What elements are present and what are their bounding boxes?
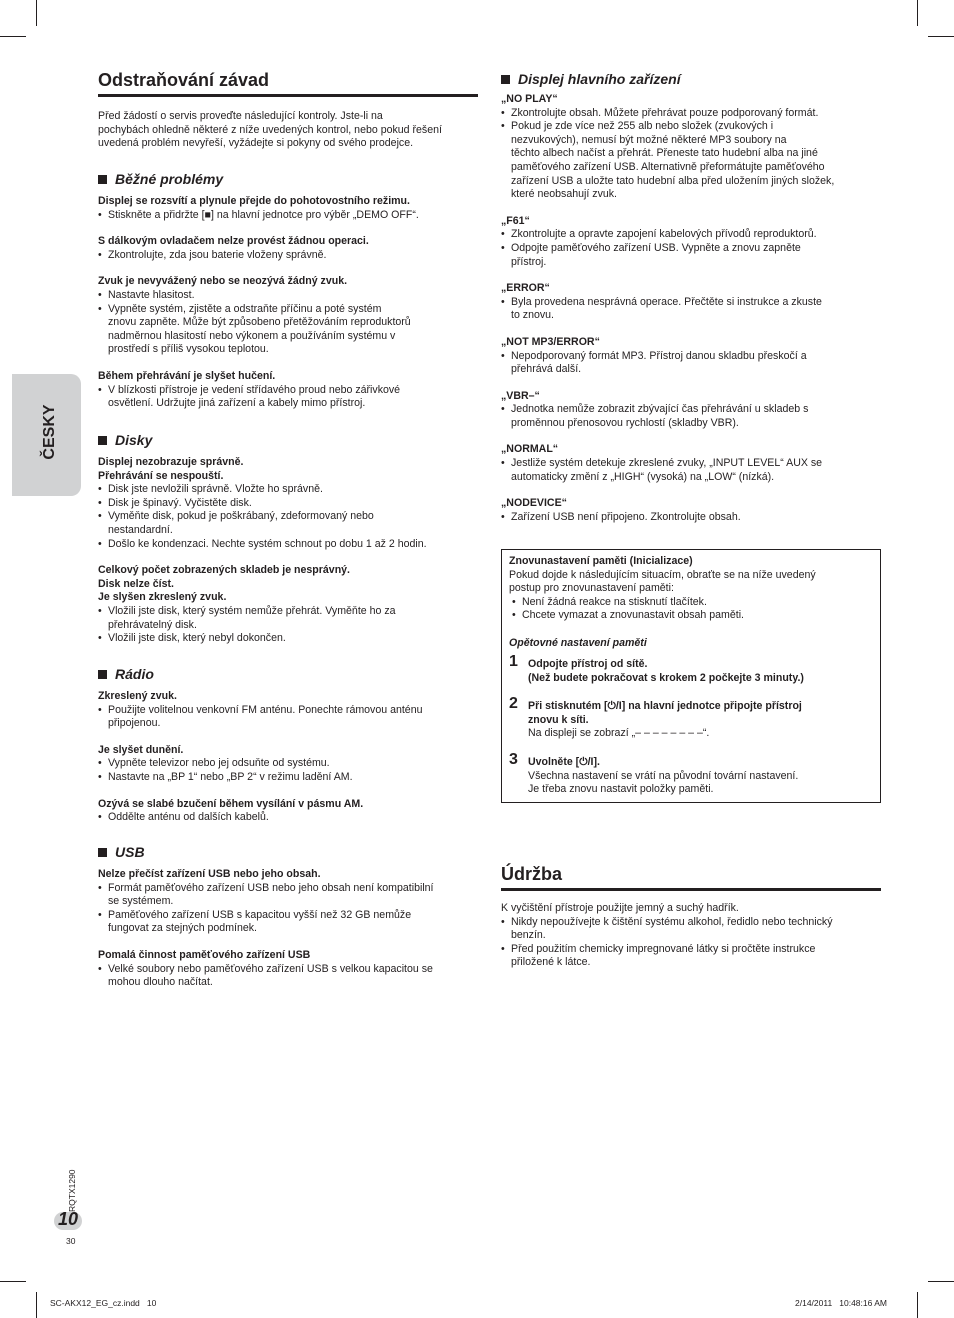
problem-item [98,235,478,262]
solution-bullet [98,289,478,303]
reset-intro-line: Pokud dojde k následujícím situacím, obraťte se na níže uvedený [509,568,816,581]
solution-bullet [98,384,478,411]
document-code: RQTX1290 [67,1169,77,1212]
display-solution-line: automaticky změní z „HIGH“ (vysoká) na „LOW“ (nízká). [511,470,775,483]
solution-line: • V blízkosti přístroje je vedení střídavého proud nebo zářivkové [108,383,401,396]
problem-item [98,370,478,411]
step-instruction: Odpojte přístroj od sítě. [528,658,648,670]
solution-line: • Velké soubory nebo paměťového zařízení USB s velkou kapacitou se [108,962,433,975]
solution-list [98,483,478,551]
display-solution-bullet [501,228,881,242]
problem-title: Disk nelze číst. [98,577,174,590]
solution-bullet [98,303,478,357]
section-heading-text: USB [115,844,145,860]
crop-mark [36,0,37,26]
step-body [528,756,873,797]
trouble-section [98,171,478,411]
solution-bullet [98,605,478,632]
display-message-item [501,336,881,377]
display-solution-line: nezvukových), nemusí být možné některé MP3 soubory na [511,133,787,146]
display-solution-line: zařízení USB a uložte tato hudební alba před uložením jiných složek, [511,174,835,187]
file-name: SC-AKX12_EG_cz.indd 10 [50,1298,157,1308]
display-message-item [501,93,881,202]
step-note: Je třeba znovu nastavit položky paměti. [528,783,714,796]
intro-line: Před žádostí o servis proveďte následující kontroly. Jste-li na [98,110,383,122]
solution-list [98,249,478,263]
display-solution-bullet [501,296,881,323]
display-solution-line: • Zkontrolujte a opravte zapojení kabelových přívodů reproduktorů. [511,228,817,241]
solution-line: fungovat za stejných podmínek. [108,922,257,935]
problem-item [98,564,478,646]
solution-list [98,605,478,646]
solution-bullet [98,963,478,990]
display-heading: Displej hlavního zařízení [501,71,881,87]
reset-title: Znovunastavení paměti (Inicializace) [509,555,693,567]
step-instruction: znovu k síti. [528,713,589,726]
trouble-section [98,844,478,990]
problem-item [98,798,478,825]
page-sub-number: 30 [66,1236,76,1246]
solution-line: prostředí s příliš vysokou teplotou. [108,343,269,356]
section-heading-text: Disky [115,432,153,448]
display-solution-line: • Zkontrolujte obsah. Můžete přehrávat pouze podporovaný formát. [511,106,819,119]
display-message-item [501,390,881,431]
solution-line: mohou dlouho načítat. [108,976,213,989]
square-bullet-icon [98,848,107,857]
problem-item [98,949,478,990]
square-bullet-icon [98,670,107,679]
problem-title: Celkový počet zobrazených skladeb je nesprávný. [98,564,350,577]
display-solution-line: • Nepodporovaný formát MP3. Přístroj danou skladbu přeskočí a [511,349,807,362]
display-solution-line: • Jednotka nemůže zobrazit zbývající čas přehrávání u skladeb s [511,403,809,416]
solution-bullet [98,704,478,731]
display-code: „F61“ [501,214,530,227]
problem-title: Pomalá činnost paměťového zařízení USB [98,948,311,961]
solution-line: • Vložili jste disk, který nebyl dokončen. [108,632,286,645]
solution-bullet [98,909,478,936]
maintenance-title: Údržba [501,864,881,891]
solution-line: znovu zapněte. Může být způsobeno přetěžováním reproduktorů [108,316,411,329]
display-code: „ERROR“ [501,282,550,295]
solution-list [98,757,478,784]
maintenance-line: benzín. [511,929,546,942]
problem-item [98,690,478,731]
display-solution-bullet [501,107,881,121]
display-message-item [501,215,881,269]
solution-list [98,289,478,357]
step-number: 1 [509,653,518,670]
problem-item [98,195,478,222]
troubleshooting-intro [98,110,478,151]
timestamp: 2/14/2011 10:48:16 AM [795,1298,887,1308]
display-solution-list [501,511,881,525]
crop-mark [928,1281,954,1282]
crop-mark [0,1281,26,1282]
problem-title: S dálkovým ovladačem nelze provést žádnou operaci. [98,235,369,248]
display-solution-bullet [501,511,881,525]
step-number: 3 [509,751,518,768]
problem-title: Nelze přečíst zařízení USB nebo jeho obsah. [98,868,321,880]
problem-item [98,868,478,936]
solution-line: • Nastavte hlasitost. [108,288,195,301]
crop-mark [36,1292,37,1318]
solution-bullet [98,483,478,497]
solution-bullet [98,757,478,771]
solution-bullet [98,497,478,511]
display-section [501,71,881,87]
display-messages [501,93,881,524]
problem-title: Ozývá se slabé bzučení během vysílání v pásmu AM. [98,797,364,810]
display-solution-line: které neobsahují zvuk. [511,188,617,201]
display-solution-list [501,457,881,484]
language-label: ČESKY [41,404,58,460]
solution-line: • Nastavte na „BP 1“ nebo „BP 2“ v režimu ladění AM. [108,770,353,783]
maintenance-section [501,864,881,891]
solution-bullet [98,882,478,909]
maintenance-line: • Před použitím chemicky impregnované látky si pročtěte instrukce [511,942,816,955]
section-heading [98,666,478,682]
display-code: „NODEVICE“ [501,497,567,510]
trouble-section [98,432,478,646]
solution-line: • Disk jste nevložili správně. Vložte ho správně. [108,483,323,496]
problem-title: Je slyšet dunění. [98,743,184,756]
display-message-item [501,282,881,323]
solution-bullet [98,632,478,646]
reset-intro-line: postup pro znovunastavení paměti: [509,582,674,595]
step-body [528,700,873,741]
solution-list [98,811,478,825]
display-solution-line: • Jestliže systém detekuje zkreslené zvuky, „INPUT LEVEL“ AUX se [511,457,823,470]
section-heading [98,171,478,187]
solution-line: • Použijte volitelnou venkovní FM anténu. Ponechte rámovou anténu [108,703,423,716]
section-heading-text: Rádio [115,666,154,682]
square-bullet-icon [501,75,510,84]
display-solution-bullet [501,242,881,269]
reset-bullet: • Není žádná reakce na stisknutí tlačítek. [512,596,874,610]
section-heading [98,432,478,448]
display-solution-line: • Pokud je zde více než 255 alb nebo složek (zvukových i [511,120,774,133]
square-bullet-icon [98,175,107,184]
solution-line: nadměrnou hlasitostí nebo výkonem a používáním systému v [108,329,396,342]
display-solution-line: to znovu. [511,309,554,322]
problem-title: Během přehrávání je slyšet hučení. [98,369,276,382]
solution-line: se systémem. [108,895,174,908]
display-solution-line: • Byla provedena nesprávná operace. Přečtěte si instrukce a zkuste [511,295,822,308]
solution-line: • Disk je špinavý. Vyčistěte disk. [108,496,252,509]
solution-list [98,209,478,223]
intro-line: pochybách ohledně některé z níže uvedených kontrol, nebo pokud řešení [98,123,442,136]
problem-item [98,456,478,551]
reset-subheading: Opětovné nastavení paměti [509,636,647,649]
step-body [528,658,873,685]
maintenance-content [501,902,881,970]
problem-title: Zkreslený zvuk. [98,690,177,702]
problem-title: Přehrávání se nespouští. [98,469,224,482]
display-code: „NORMAL“ [501,443,559,456]
maintenance-intro: K vyčištění přístroje použijte jemný a suchý hadřík. [501,902,739,914]
display-solution-line: přístroj. [511,255,547,268]
solution-line: přehrávatelný disk. [108,618,197,631]
crop-mark [0,36,26,37]
display-solution-bullet [501,350,881,377]
step-instruction: Při stisknutém [⏻/I] na hlavní jednotce připojte přístroj [528,700,802,712]
display-code: „NO PLAY“ [501,93,558,105]
solution-line: • Stiskněte a přidržte [■] na hlavní jednotce pro výběr „DEMO OFF“. [108,208,419,221]
crop-mark [928,36,954,37]
solution-line: • Zkontrolujte, zda jsou baterie vloženy správně. [108,248,327,261]
solution-bullet [98,811,478,825]
display-solution-list [501,228,881,269]
language-side-tab [12,374,81,496]
troubleshooting-title: Odstraňování závad [98,70,478,97]
solution-line: • Došlo ke kondenzaci. Nechte systém schnout po dobu 1 až 2 hodin. [108,537,427,550]
display-solution-line: těchto albech načíst a přehrát. Přeneste tato hudební alba na jiné [511,147,818,160]
solution-list [98,384,478,411]
problem-title: Displej nezobrazuje správně. [98,456,244,468]
step-note: Všechna nastavení se vrátí na původní tovární nastavení. [528,769,799,782]
display-solution-list [501,350,881,377]
maintenance-bullet [501,943,881,970]
solution-line: • Oddělte anténu od dalších kabelů. [108,811,269,824]
maintenance-line: • Nikdy nepoužívejte k čištění systému alkohol, ředidlo nebo technický [511,915,833,928]
solution-bullet [98,771,478,785]
display-solution-bullet [501,457,881,484]
display-solution-bullet [501,403,881,430]
crop-mark [917,0,918,26]
solution-list [98,704,478,731]
trouble-section [98,666,478,825]
maintenance-bullet [501,916,881,943]
solution-line: • Paměťového zařízení USB s kapacitou vyšší než 32 GB nemůže [108,908,412,921]
display-solution-line: paměťového zařízení USB. Alternativně přeformátujte paměťového [511,160,825,173]
solution-line: nestandardní. [108,523,173,536]
problem-title: Je slyšen zkreslený zvuk. [98,591,227,604]
solution-line: osvětlení. Udržujte jiná zařízení a kabely mimo přístroj. [108,397,366,410]
solution-line: • Vypněte systém, zjistěte a odstraňte příčinu a poté systém [108,302,382,315]
maintenance-line: přiložené k látce. [511,956,591,969]
problem-title: Displej se rozsvítí a plynule přejde do pohotovostního režimu. [98,195,410,207]
solution-bullet [98,538,478,552]
page-number: 10 [58,1209,78,1230]
display-message-item [501,443,881,484]
solution-line: • Formát paměťového zařízení USB nebo jeho obsah není kompatibilní [108,881,434,894]
step-note: Na displeji se zobrazí „– – – – – – – –“. [528,727,710,740]
section-heading-text: Běžné problémy [115,171,224,187]
solution-line: • Vložili jste disk, který systém nemůže přehrát. Vyměňte ho za [108,604,396,617]
display-message-item [501,497,881,524]
display-solution-list [501,403,881,430]
intro-line: uvedená problém nevyřeší, vyžádejte si pokyny od svého prodejce. [98,137,414,150]
display-solution-line: přehrává další. [511,363,582,376]
display-code: „NOT MP3/ERROR“ [501,335,600,348]
display-solution-line: • Odpojte paměťového zařízení USB. Vypněte a znovu zapněte [511,241,801,254]
problem-title: Zvuk je nevyvážený nebo se neozývá žádný zvuk. [98,275,348,288]
square-bullet-icon [98,436,107,445]
display-solution-list [501,296,881,323]
solution-line: • Vypněte televizor nebo jej odsuňte od systému. [108,757,330,770]
display-code: „VBR–“ [501,389,540,402]
solution-bullet [98,249,478,263]
solution-bullet [98,510,478,537]
step-instruction: (Než budete pokračovat s krokem 2 počkejte 3 minuty.) [528,671,804,684]
solution-line: připojenou. [108,717,161,730]
step-instruction: Uvolněte [⏻/I]. [528,756,600,768]
solution-line: • Vyměňte disk, pokud je poškrábaný, zdeformovaný nebo [108,510,374,523]
section-heading [98,844,478,860]
memory-reset-box [501,549,881,803]
solution-list [98,963,478,990]
step-number: 2 [509,695,518,712]
problem-item [98,744,478,785]
crop-mark [917,1292,918,1318]
troubleshooting-section [98,70,478,97]
problem-item [98,275,478,357]
display-solution-bullet [501,120,881,202]
display-solution-list [501,107,881,202]
solution-list [98,882,478,936]
reset-bullet: • Chcete vymazat a znovunastavit obsah paměti. [512,609,874,623]
display-solution-line: • Zařízení USB není připojeno. Zkontrolujte obsah. [511,510,741,523]
solution-bullet [98,209,478,223]
display-solution-line: proměnnou přenosovou rychlostí (skladby VBR). [511,416,739,429]
